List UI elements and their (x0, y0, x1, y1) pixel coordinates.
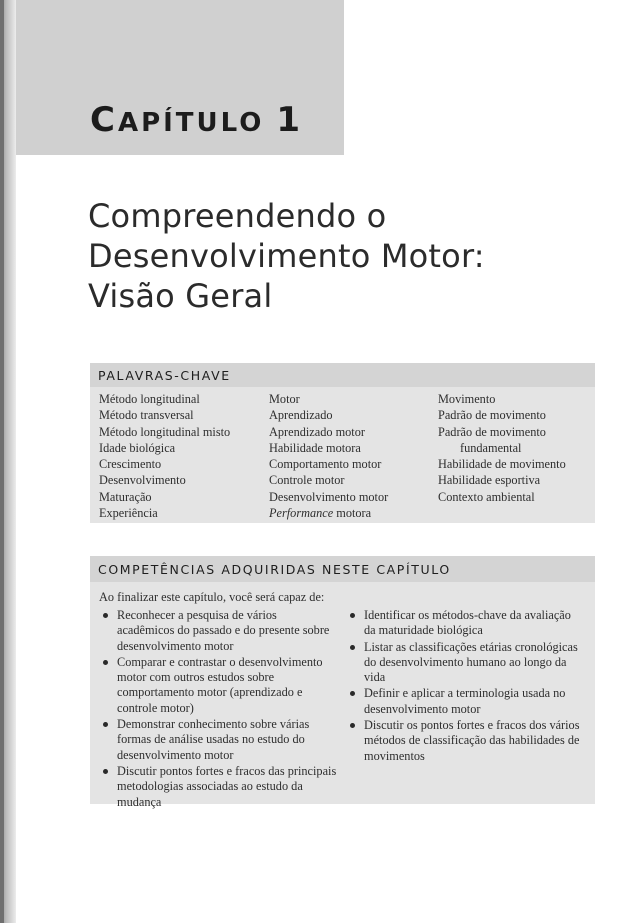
title-line: Desenvolvimento Motor: (88, 237, 485, 275)
keywords-column-3 (438, 391, 566, 505)
competency-line: desenvolvimento motor (117, 638, 234, 653)
competencies-column-right (346, 608, 590, 765)
page-edge-dark (0, 0, 4, 923)
competency-item (99, 608, 335, 654)
keyword-rest: motora (333, 506, 372, 521)
keyword: Padrão de movimento (438, 408, 546, 423)
competency-line: Demonstrar conhecimento sobre várias (117, 717, 310, 732)
competency-item (99, 655, 335, 716)
keyword: Padrão de movimento (438, 424, 546, 439)
keyword: Método transversal (99, 408, 194, 423)
competency-item (346, 718, 590, 764)
keyword: Maturação (99, 489, 152, 504)
competency-line: Definir e aplicar a terminologia usada no (364, 686, 566, 701)
competency-line: Discutir os pontos fortes e fracos dos vários (364, 718, 580, 733)
competency-line: Discutir pontos fortes e fracos das principais (117, 763, 337, 778)
chapter-label (90, 100, 303, 140)
competencies-box (90, 556, 595, 809)
keyword-continuation: fundamental (460, 440, 522, 455)
competencies-intro: Ao finalizar este capítulo, você será capaz de: (99, 590, 325, 604)
bullet-icon (103, 769, 108, 774)
competency-line: da maturidade biológica (364, 623, 483, 638)
keywords-heading: PALAVRAS-CHAVE (98, 368, 231, 383)
keyword: Método longitudinal (99, 392, 200, 406)
competency-item (99, 717, 335, 763)
bullet-icon (103, 660, 108, 665)
keyword: Crescimento (99, 457, 162, 472)
keyword: Habilidade esportiva (438, 473, 541, 488)
competency-line: controle motor) (117, 700, 194, 715)
keyword: Idade biológica (99, 440, 176, 455)
chapter-number: 1 (276, 100, 304, 140)
competency-line: Reconhecer a pesquisa de vários (117, 608, 277, 622)
keyword: Método longitudinal misto (99, 424, 231, 439)
keywords-column-1 (99, 391, 230, 521)
keyword: Experiência (99, 506, 158, 521)
bullet-icon (350, 645, 355, 650)
bullet-icon (103, 722, 108, 727)
competency-line: motor com outros estudos sobre (117, 670, 275, 685)
competency-line: desenvolvimento motor (117, 747, 234, 762)
competencies-heading: COMPETÊNCIAS ADQUIRIDAS NESTE CAPÍTULO (98, 562, 451, 577)
keyword: Motor (269, 392, 300, 406)
competency-item (346, 686, 590, 717)
bullet-icon (350, 691, 355, 696)
bullet-icon (103, 613, 108, 618)
competency-line: Listar as classificações etárias cronológicas (364, 639, 578, 654)
keyword: Controle motor (269, 473, 345, 488)
keyword-italic-part: Performance (269, 506, 334, 521)
keyword: Comportamento motor (269, 457, 382, 472)
keyword: Desenvolvimento (99, 473, 186, 488)
competency-line: mudança (117, 794, 162, 809)
keyword: Aprendizado (269, 408, 333, 423)
competency-line: comportamento motor (aprendizado e (117, 685, 303, 700)
competency-item (99, 764, 335, 810)
competency-item (346, 608, 590, 639)
competency-line: metodologias associadas ao estudo da (117, 779, 303, 794)
bullet-icon (350, 723, 355, 728)
chapter-title (88, 196, 608, 316)
keyword: Contexto ambiental (438, 489, 535, 504)
keyword: Habilidade motora (269, 440, 361, 455)
competencies-column-left (99, 608, 335, 811)
keywords-column-2 (269, 391, 388, 521)
keyword: Habilidade de movimento (438, 457, 566, 472)
chapter-word: APÍTULO (117, 108, 265, 138)
competency-line: formas de análise usadas no estudo do (117, 732, 305, 747)
competency-line: Comparar e contrastar o desenvolvimento (117, 654, 323, 669)
competency-item (346, 640, 590, 686)
competency-line: movimentos (364, 748, 425, 763)
keyword: Aprendizado motor (269, 424, 365, 439)
keyword: Movimento (438, 392, 496, 406)
competency-line: vida (364, 670, 386, 685)
title-line: Visão Geral (88, 277, 273, 315)
competency-line: do desenvolvimento humano ao longo da (364, 654, 567, 669)
title-line: Compreendendo o (88, 197, 387, 235)
competency-line: desenvolvimento motor (364, 701, 481, 716)
competency-line: métodos de classificação das habilidades de (364, 733, 580, 748)
competency-line: Identificar os métodos-chave da avaliação (364, 608, 571, 622)
competency-line: acadêmicos do passado e do presente sobre (117, 623, 330, 638)
keyword: Desenvolvimento motor (269, 489, 389, 504)
keyword (269, 505, 388, 521)
chapter-cap-letter: C (90, 100, 118, 140)
keywords-box (90, 363, 595, 523)
bullet-icon (350, 613, 355, 618)
